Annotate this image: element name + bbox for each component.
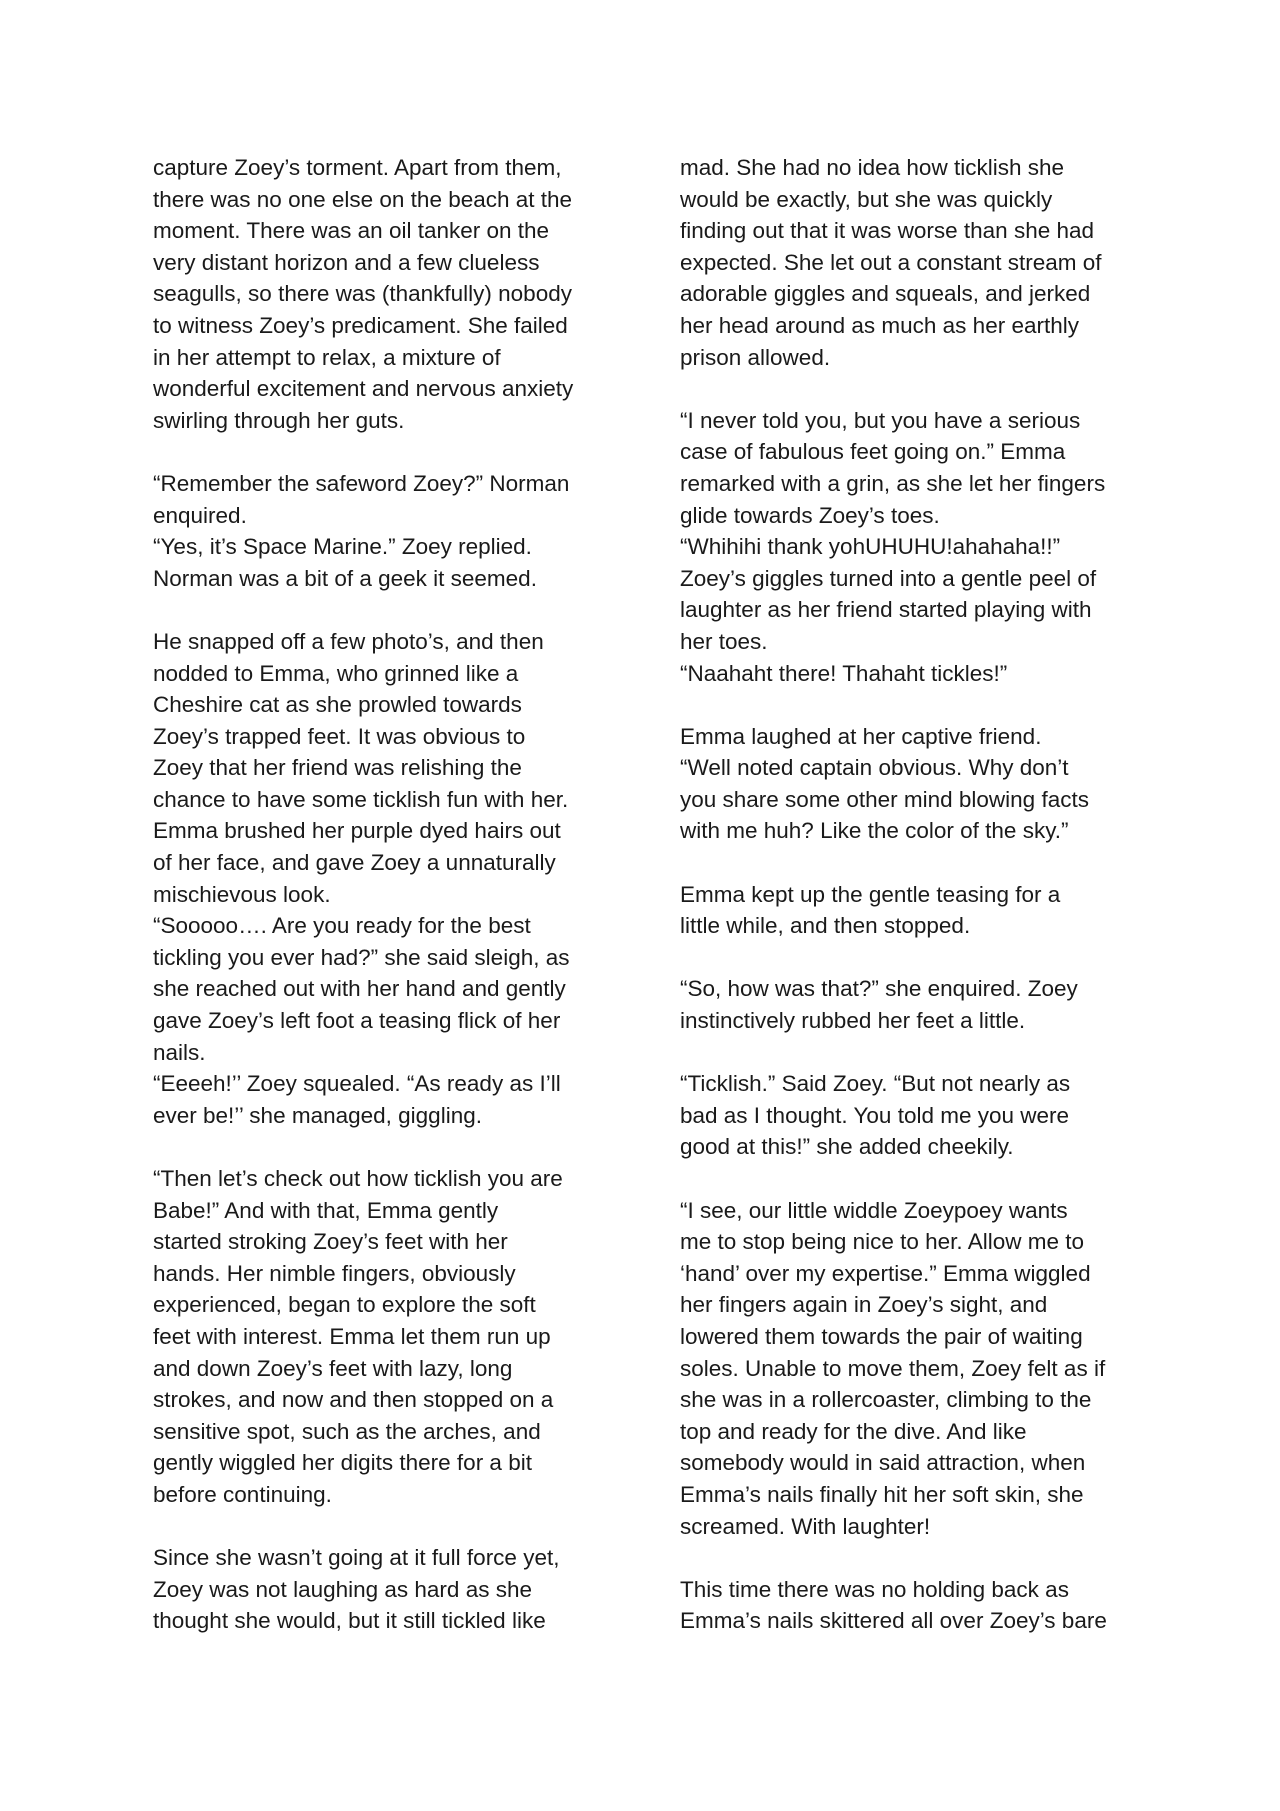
paragraph: This time there was no holding back as Emma’s nails skittered all over Zoey’s bare	[680, 1576, 1107, 1634]
paragraph: mad. She had no idea how ticklish she would be exactly, but she was quickly finding out that it was worse than she had expected. She let out a constant stream of adorable giggles and squeals, and jerked her head around as much as her earthly prison allowed.	[680, 155, 1102, 370]
paragraph: Emma laughed at her captive friend. “Well noted captain obvious. Why don’t you share some other mind blowing facts with me huh? Like the color of the sky.”	[680, 723, 1089, 844]
paragraph: “I never told you, but you have a serious case of fabulous feet going on.” Emma remarked with a grin, as she let her fingers glide towards Zoey’s toes.	[680, 407, 1106, 528]
paragraph: “Then let’s check out how ticklish you are Babe!” And with that, Emma gently started stroking Zoey’s feet with her hands. Her nimble fingers, obviously experienced, began to explore the soft feet with interest. Emma let them run up and down Zoey’s feet with lazy, long strokes, and now and then stopped on a sensitive spot, such as the arches, and gently wiggled her digits there for a bit before continuing.	[153, 1166, 563, 1507]
paragraph: “Whihihi thank yohUHUHU!ahahaha!!” Zoey’s giggles turned into a gentle peel of laughter as her friend started playing with her toes.	[680, 534, 1097, 654]
paragraph: “Yes, it’s Space Marine.” Zoey replied. Norman was a bit of a geek it seemed.	[153, 534, 537, 591]
paragraph: Since she wasn’t going at it full force yet, Zoey was not laughing as hard as she thought she would, but it still tickled like	[153, 1545, 560, 1634]
paragraph: He snapped off a few photo’s, and then nodded to Emma, who grinned like a Cheshire cat as she prowled towards Zoey’s trapped feet. It was obvious to Zoey that her friend was relishing the chance to have some ticklish fun with her. Emma brushed her purple dyed hairs out of her face, and gave Zoey a unnaturally mischievous look.	[153, 628, 569, 907]
left-text-column	[153, 152, 623, 1637]
paragraph: “I see, our little widdle Zoeypoey wants me to stop being nice to her. Allow me to ‘hand’ over my expertise.” Emma wiggled her fingers again in Zoey’s sight, and lowered them towards the pair of waiting soles. Unable to move them, Zoey felt as if she was in a rollercoaster, climbing to the top and ready for the dive. And like somebody would in said attraction, when Emma’s nails finally hit her soft skin, she screamed. With laughter!	[680, 1197, 1106, 1539]
paragraph: Emma kept up the gentle teasing for a little while, and then stopped.	[680, 881, 1061, 939]
paragraph: “Naahaht there! Thahaht tickles!”	[680, 660, 1008, 686]
paragraph: “So, how was that?” she enquired. Zoey instinctively rubbed her feet a little.	[680, 976, 1078, 1034]
paragraph: “Remember the safeword Zoey?” Norman enquired.	[153, 470, 570, 528]
paragraph: “Ticklish.” Said Zoey. “But not nearly as bad as I thought. You told me you were good at this!” she added cheekily.	[680, 1071, 1071, 1160]
paragraph: “Eeeeh!’’ Zoey squealed. “As ready as I’ll ever be!’’ she managed, giggling.	[153, 1071, 561, 1128]
paragraph: “Sooooo…. Are you ready for the best tickling you ever had?” she said sleigh, as she reached out with her hand and gently gave Zoey’s left foot a teasing flick of her nails.	[153, 913, 570, 1065]
right-text-column	[680, 152, 1150, 1637]
paragraph: capture Zoey’s torment. Apart from them, there was no one else on the beach at the moment. There was an oil tanker on the very distant horizon and a few clueless seagulls, so there was (thankfully) nobody to witness Zoey’s predicament. She failed in her attempt to relax, a mixture of wonderful excitement and nervous anxiety swirling through her guts.	[153, 155, 574, 433]
